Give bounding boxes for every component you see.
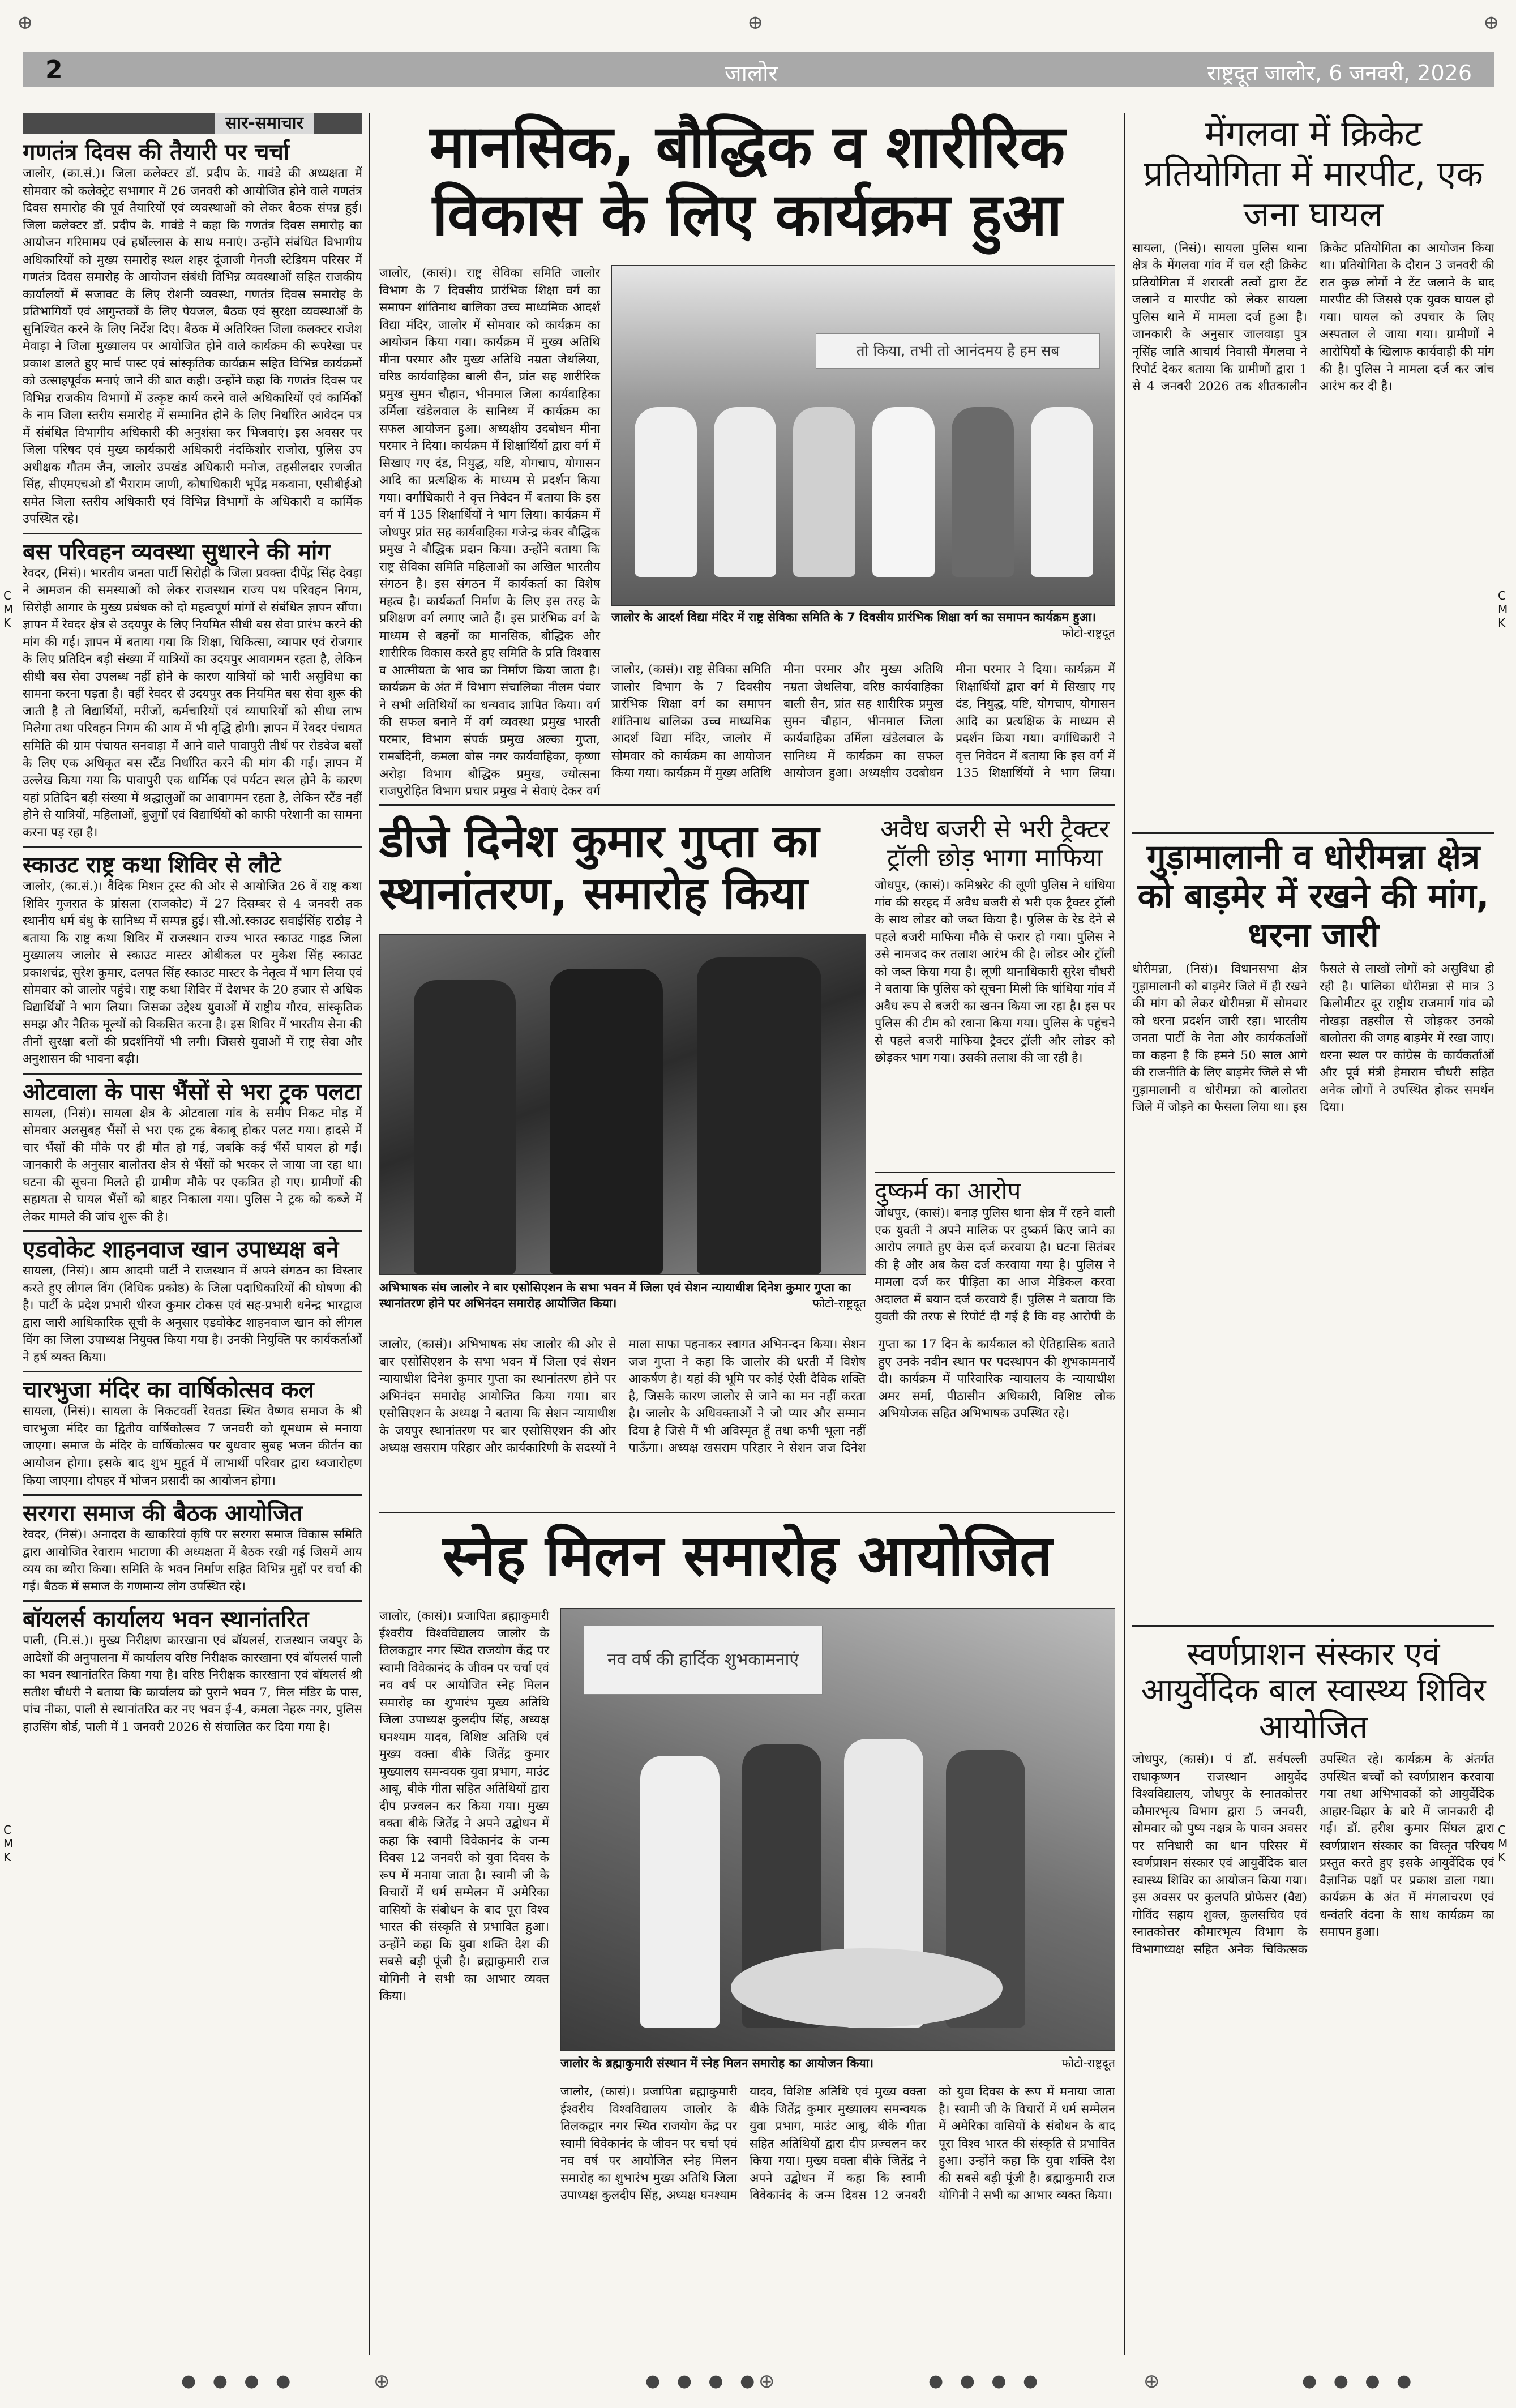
brief-heading: ओटवाला के पास भैंसों से भरा ट्रक पलटा: [23, 1079, 362, 1105]
brief-item: [23, 1377, 362, 1490]
brief-item: [23, 1079, 362, 1226]
divider: [23, 1230, 362, 1232]
registration-mark-top-left: ⊕: [17, 11, 33, 34]
brief-item: [23, 139, 362, 528]
judge-story-caption: अभिभाषक संघ जालोर ने बार एसोसिएशन के सभा भवन में जिला एवं सेशन न्यायाधीश दिनेश कुमार गुप्ता का स्थानांतरण होने पर अभिनंदन समारोह आयोजित किया।: [379, 1281, 851, 1311]
snehmilan-credit: फोटो-राष्ट्रदूत: [1061, 2056, 1115, 2070]
sar-samachar-column: [23, 113, 362, 2355]
snehmilan-continued: जालोर, (कासं)। प्रजापिता ब्रह्माकुमारी ईश्वरीय विश्वविद्यालय जालोर के तिलकद्वार नगर स्थित राजयोग केंद्र पर स्वामी विवेकानंद के जीवन पर चर्चा एवं नव वर्ष पर आयोजित स्नेह मिलन समारोह का शुभारंभ मुख्य अतिथि जिला उपाध्यक्ष कुलदीप सिंह, अध्यक्ष घनश्याम यादव, विशिष्ट अतिथि एवं मुख्य वक्ता बीके जितेंद्र कुमार मुख्यालय समन्वयक युवा प्रभाग, माउंट आबू, बीके गीता सहित अतिथियों द्वारा दीप प्रज्वलन कर किया गया। मुख्य वक्ता बीके जितेंद्र ने अपने उद्बोधन में कहा कि स्वामी विवेकानंद के जन्म दिवस 12 जनवरी को युवा दिवस के रूप में मनाया जाता है। स्वामी जी के विचारों में धर्म सम्मेलन में अमेरिका वासियों के संबोधन के बाद पूरा विश्व भारत की संस्कृति से प्रभावित हुआ। उन्होंने कहा कि युवा शक्ति देश की सबसे बड़ी पूंजी है। ब्रह्माकुमारी राज योगिनी ने सभी का आभार व्यक्त किया।: [560, 2085, 1115, 2203]
sar-samachar-label: सार-समाचार: [215, 113, 314, 134]
brief-heading: बस परिवहन व्यवस्था सुधारने की मांग: [23, 538, 330, 565]
snehmilan-story: [379, 1523, 1115, 2355]
column-rule: [369, 113, 370, 2355]
brief-item: [23, 1237, 362, 1366]
divider: [23, 1600, 362, 1602]
gravel-body: जोधपुर, (कासं)। कमिश्नरेट की लूणी पुलिस ने धांधिया गांव की सरहद में अवैध बजरी से भरी एक ट्रैक्टर ट्रॉली के साथ लोडर को जब्त किया है। पुलिस के रेड देने से पहले बजरी माफिया मौके से फरार हो गया। पुलिस ने उसे नामजद कर तलाश आरंभ की है। लोडर और ट्रॉली को जब्त किया गया है। लूणी थानाधिकारी सुरेश चौधरी ने बताया कि पुलिस को सूचना मिली कि धांधिया गांव में अवैध रूप से बजरी का खनन किया जा रहा है। इस पर पुलिस की टीम को रवाना किया गया। पुलिस के पहुंचने से पहले बजरी माफिया ट्रैक्टर ट्रॉली और लोडर को छोड़कर भाग गया। उसकी तलाश की जा रही है।: [875, 878, 1115, 1066]
brief-body: सायला, (निसं)। आम आदमी पार्टी ने राजस्थान में अपने संगठन का विस्तार करते हुए लीगल विंग (विधिक प्रकोष्ठ) के जिला पदाधिकारियों की घोषणा की है। पार्टी के प्रदेश प्रभारी धीरज कुमार टोकस एवं सह-प्रभारी धनेन्द्र भारद्वाज द्वारा जारी आधिकारिक सूची के अनुसार एडवोकेट शाहनवाज खान को लीगल विंग का जिला उपाध्यक्ष नियुक्त किया गया है। उनकी नियुक्ति पर कार्यकर्ताओं ने हर्ष व्यक्त किया।: [23, 1264, 362, 1365]
cricket-headline: मेंगलवा में क्रिकेट प्रतियोगिता में मारपीट, एक जना घायल: [1144, 113, 1483, 235]
brief-body: सायला, (निसं)। सायला के निकटवर्ती रेवतडा स्थित वैष्णव समाज के श्री चारभुजा मंदिर का द्वितीय वार्षिकोत्सव 7 जनवरी को धूमधाम से मनाया जाएगा। समाज के मंदिर के वार्षिकोत्सव पर बुधवार सुबह भजन कीर्तन का आयोजन होगा। इसके बाद शुभ मुहूर्त में लाभार्थी परिवार द्वारा ध्वजारोहण किया जाएगा। दोपहर में भोजन प्रसादी का आयोजन होगा।: [23, 1404, 362, 1488]
brief-item: [23, 539, 362, 841]
judge-story-headline: डीजे दिनेश कुमार गुप्ता का स्थानांतरण, समारोह किया: [379, 815, 820, 919]
main-story-intro: जालोर, (कासं)। राष्ट्र सेविका समिति जालोर विभाग के 7 दिवसीय प्रारंभिक शिक्षा वर्ग का समापन शांतिनाथ बालिका उच्च माध्यमिक आदर्श विद्या मंदिर, जालोर में सोमवार को कार्यक्रम का आयोजन किया गया। कार्यक्रम में मुख्य अतिथि मीना परमार और मुख्य अतिथि नम्रता जेथलिया, वरिष्ठ कार्यवाहिका बाली सैन, प्रांत सह शारीरिक प्रमुख सुमन चौहान, भीनमाल जिला कार्यवाहिका उर्मिला खंडेलवाल के सानिध्य में कार्यक्रम का सफल आयोजन हुआ। अध्यक्षीय उदबोधन मीना परमार ने दिया। कार्यक्रम में शिक्षार्थियों द्वारा वर्ग में सिखाए गए दंड, नियुद्ध, यष्टि, योगचाप, योगासन आदि का प्रत्यक्षिक के माध्यम से प्रदर्शन किया गया। वर्गाधिकारी ने वृत्त निवेदन में बताया कि इस वर्ग में 135 शिक्षार्थियों ने भाग लिया। कार्यक्रम में जोधपुर प्रांत सह कार्यवाहिका गजेन्द्र कंवर बौद्धिक प्रमुख ने बौद्धिक प्रदान किया। उन्होंने बताया कि राष्ट्र सेविका समिति महिलाओं का अखिल भारतीय संगठन है। इस संगठन में कार्यकर्ता का विशेष महत्व है। कार्यकर्ता निर्माण के लिए इस तरह के प्रशिक्षण वर्ग लगाए जाते हैं। इस प्रारंभिक वर्ग के माध्यम से बहनों का मानसिक, बौद्धिक और शारीरिक विकास करते हुए समिति के प्रति विश्वास व आत्मीयता के भाव का निर्माण किया जाता है। कार्यक्रम के अंत में विभाग संचालिका नीलम पंवार ने सभी अतिथियों का धन्यवाद ज्ञापित किया। वर्ग की सफल बनाने में वर्ग व्यवस्था प्रमुख भारती परमार, विभाग संपर्क प्रमुख अल्का गुप्ता, रामबंदिनी, कमला बोस नगर कार्यवाहिका, कृष्णा अरोड़ा विभाग बौद्धिक प्रमुख, ज्योत्सना राजपुरोहित विभाग प्रचार प्रमुख ने सेवाएं देकर वर्ग: [379, 266, 600, 798]
crime-body: जोधपुर, (कासं)। बनाड़ पुलिस थाना क्षेत्र में रहने वाली एक युवती ने अपने मालिक पर दुष्कर्म किए जाने का आरोप लगाते हुए केस दर्ज करवाया है। घटना सितंबर की है और अब केस दर्ज करवाया गया है। पुलिस ने मामला दर्ज कर पीड़िता का आज मेडिकल करवा अदालत में बयान दर्ज करवाये हैं। पुलिस ने बताया कि युवती की तरफ से रिपोर्ट दी गई है कि वह आरोपी के: [875, 1206, 1115, 1324]
gravel-headline: अवैध बजरी से भरी ट्रैक्टर ट्रॉली छोड़ भागा माफिया: [880, 815, 1110, 872]
color-mark-right-upper: C M K: [1498, 589, 1508, 630]
brief-body: रेवदर, (निसं)। भारतीय जनता पार्टी सिरोही के जिला प्रवक्ता दीपेंद्र सिंह देवड़ा ने आमजन की समस्याओं को लेकर राजस्थान राज्य पथ परिवहन निगम, सिरोही आगार के मुख्य प्रबंधक को दो महत्वपूर्ण मांगों से संबंधित ज्ञापन सौंपा। ज्ञापन में रेवदर क्षेत्र से उदयपुर के लिए नियमित सीधी बस सेवा प्रारंभ करने की मांग की गई। ज्ञापन में बताया गया कि शिक्षा, चिकित्सा, व्यापार एवं रोजगार के लिए प्रतिदिन बड़ी संख्या में यात्रियों का उदयपुर आवागमन रहता है, लेकिन सीधी बस सेवा उपलब्ध नहीं होने के कारण यात्रियों को भारी असुविधा का सामना करना पड़ता है। वहीं रेवदर से उदयपुर तक नियमित बस सेवा शुरू की जाती है तो विद्यार्थियों, मरीजों, कर्मचारियों एवं व्यापारियों को सीधा लाभ मिलेगा तथा परिवहन निगम की आय में भी वृद्धि होगी। ज्ञापन में रेवदर पंचायत समिति की ग्राम पंचायत सनवाड़ा में आने वाले पावापुरी तीर्थ पर रोडवेज बसों के लिए एक अधिकृत बस स्टैंड निर्धारित करने की मांग की गई। ज्ञापन में उल्लेख किया गया कि पावापुरी एक धार्मिक एवं पर्यटन स्थल होने के कारण यहां प्रतिदिन बड़ी संख्या में श्रद्धालुओं का आवागमन रहता है, लेकिन स्टैंड नहीं होने से यात्रियों, महिलाओं, बुजुर्गों एवं विद्यार्थियों को काफी परेशानी का सामना करना पड़ रहा है।: [23, 566, 362, 840]
brief-heading: बॉयलर्स कार्यालय भवन स्थानांतरित: [23, 1606, 309, 1633]
brief-item: [23, 1500, 362, 1596]
divider: [23, 1073, 362, 1075]
crime-headline: दुष्कर्म का आरोप: [875, 1178, 1021, 1205]
divider: [23, 846, 362, 848]
gudamalani-story: [1132, 838, 1494, 1619]
page-number: 2: [45, 55, 63, 84]
judge-story-credit: फोटो-राष्ट्रदूत: [812, 1297, 866, 1311]
swarnaprashan-story: [1132, 1636, 1494, 2355]
column-rule: [1124, 113, 1125, 2355]
main-story-continued: जालोर, (कासं)। राष्ट्र सेविका समिति जालोर विभाग के 7 दिवसीय प्रारंभिक शिक्षा वर्ग का समापन शांतिनाथ बालिका उच्च माध्यमिक आदर्श विद्या मंदिर, जालोर में सोमवार को कार्यक्रम का आयोजन किया गया। कार्यक्रम में मुख्य अतिथि मीना परमार और मुख्य अतिथि नम्रता जेथलिया, वरिष्ठ कार्यवाहिका बाली सैन, प्रांत सह शारीरिक प्रमुख सुमन चौहान, भीनमाल जिला कार्यवाहिका उर्मिला खंडेलवाल के सानिध्य में कार्यक्रम का सफल आयोजन हुआ। अध्यक्षीय उदबोधन मीना परमार ने दिया। कार्यक्रम में शिक्षार्थियों द्वारा वर्ग में सिखाए गए दंड, नियुद्ध, यष्टि, योगचाप, योगासन आदि का प्रत्यक्षिक के माध्यम से प्रदर्शन किया गया। वर्गाधिकारी ने वृत्त निवेदन में बताया कि इस वर्ग में 135 शिक्षार्थियों ने भाग लिया।: [611, 662, 1115, 781]
brief-heading: सरगरा समाज की बैठक आयोजित: [23, 1500, 303, 1527]
swarnaprashan-headline: स्वर्णप्राशन संस्कार एवं आयुर्वेदिक बाल स्वास्थ्य शिविर आयोजित: [1141, 1636, 1486, 1746]
divider: [23, 1371, 362, 1372]
brief-heading: स्काउट राष्ट्र कथा शिविर से लौटे: [23, 852, 281, 879]
cricket-story: [1132, 113, 1494, 827]
divider: [1132, 832, 1494, 834]
brief-body: रेवदर, (निसं)। अनादरा के खाकरियां कृषि पर सरगरा समाज विकास समिति द्वारा आयोजित रेवाराम भाटाणा की अध्यक्षता में बैठक रखी गई जिसमें आय व्यय का ब्यौरा किया। समिति के भवन निर्माण सहित विभिन्न मुद्दों पर चर्चा की गई। बैठक में समाज के गणमान्य लोग उपस्थित रहे।: [23, 1528, 362, 1594]
divider: [1132, 1625, 1494, 1627]
photo-stage-banner: तो किया, तभी तो आनंदमय है हम सब: [816, 333, 1100, 369]
swarnaprashan-body: जोधपुर, (कासं)। पं डॉ. सर्वपल्ली राधाकृष्णन राजस्थान आयुर्वेद विश्वविद्यालय, जोधपुर के स्नातकोत्तर कौमारभृत्य विभाग द्वारा 5 जनवरी, सोमवार को पुष्य नक्षत्र के पावन अवसर पर सनिधारी का धान परिसर में स्वर्णप्राशन संस्कार एवं आयुर्वेदिक बाल स्वास्थ्य शिविर का आयोजन किया गया। इस अवसर पर कुलपति प्रोफेसर (वैद्य) गोविंद सहाय शुक्ल, कुलसचिव एवं स्नातकोत्तर कौमारभृत्य विभाग के विभागाध्यक्ष सहित अनेक चिकित्सक उपस्थित रहे। कार्यक्रम के अंतर्गत उपस्थित बच्चों को स्वर्णप्राशन करवाया गया तथा अभिभावकों को आयुर्वेदिक आहार-विहार के बारे में जानकारी दी गई। डॉ. हरीश कुमार सिंघल द्वारा स्वर्णप्राशन संस्कार का विस्तृत परिचय प्रस्तुत करते हुए इसके आयुर्वेदिक एवं वैज्ञानिक पक्षों पर प्रकाश डाला गया। कार्यक्रम के अंत में मंगलाचरण एवं धन्वंतरि वंदना के साथ कार्यक्रम का समापन हुआ।: [1132, 1752, 1494, 1957]
main-story-photo: [611, 265, 1115, 606]
registration-mark-top-right: ⊕: [1483, 11, 1500, 34]
main-story-caption: जालोर के आदर्श विद्या मंदिर में राष्ट्र सेविका समिति के 7 दिवसीय प्रारंभिक शिक्षा वर्ग का समापन कार्यक्रम हुआ।: [611, 610, 1096, 624]
header-city: जालोर: [725, 61, 778, 87]
divider: [379, 1512, 1115, 1513]
brief-body: पाली, (नि.सं.)। मुख्य निरीक्षण कारखाना एवं बॉयलर्स, राजस्थान जयपुर के आदेशों की अनुपालना में कार्यालय वरिष्ठ निरीक्षक कारखाना एवं बॉयलर्स पाली का भवन स्थानांतरित किया गया है। वरिष्ठ निरीक्षक कारखाना एवं बॉयलर्स श्री सतीश चौधरी ने बताया कि कार्यालय को पुराने भवन 7, मिल मंडिर के पास, पांच नीका, पाली से स्थानांतरित कर नए भवन ई-4, कमला नेहरू नगर, पुलिस हाउसिंग बोर्ड, पाली में 1 जनवरी 2026 से संचालित कर दिया गया है।: [23, 1633, 362, 1734]
main-story-credit: फोटो-राष्ट्रदूत: [1061, 626, 1115, 640]
crime-story: [875, 1178, 1115, 1331]
registration-mark-top-center: ⊕: [747, 11, 764, 34]
divider: [379, 804, 1115, 806]
main-story-headline: मानसिक, बौद्धिक व शारीरिक विकास के लिए कार्यक्रम हुआ: [429, 113, 1065, 249]
divider: [23, 533, 362, 534]
print-marks-footer: ● ● ● ● ⊕ ● ● ● ● ⊕ ● ● ● ● ⊕ ● ● ● ●: [181, 2370, 1417, 2393]
photo-banner: नव वर्ष की हार्दिक शुभकामनाएं: [584, 1626, 823, 1695]
judge-story-body: जालोर, (कासं)। अभिभाषक संघ जालोर की ओर से बार एसोसिएशन के सभा भवन में जिला एवं सेशन न्यायाधीश दिनेश कुमार गुप्ता का स्थानांतरण होने पर अभिनंदन समारोह आयोजित किया गया। बार एसोसिएशन के अध्यक्ष ने बताया कि सेशन न्यायाधीश के जयपुर स्थानांतरण पर बार एसोसिएशन की ओर अध्यक्ष खसराम परिहार और कार्यकारिणी के सदस्यों ने माला साफा पहनाकर स्वागत अभिनन्दन किया। सेशन जज गुप्ता ने कहा कि जालोर की धरती में विशेष आकर्षण है। यहां की भूमि पर कोई ऐसी दैविक शक्ति है, जिसके कारण जालोर से जाने का मन नहीं करता है। जालोर के अधिवक्ताओं ने जो प्यार और सम्मान दिया है जिसे मैं भी अविस्मृत हूँ तथा कभी भूला नहीं पाऊँगा। अध्यक्ष खसराम परिहार ने सेशन जज दिनेश गुप्ता का 17 दिन के कार्यकाल को ऐतिहासिक बताते हुए उनके नवीन स्थान पर पदस्थापन की शुभकामनायें दी। कार्यक्रम में पारिवारिक न्यायालय के न्यायाधीश अमर सर्मा, पीठासीन अधिकारी, विशिष्ट लोक अभियोजक सहित अभिभाषक उपस्थित रहे।: [379, 1337, 1115, 1456]
divider: [875, 1172, 1115, 1173]
color-mark-left-lower: C M K: [3, 1823, 14, 1864]
brief-item: [23, 1606, 362, 1736]
gudamalani-body: धोरीमन्ना, (निसं)। विधानसभा क्षेत्र गुड़ामालानी को बाड़मेर जिले में ही रखने की मांग को लेकर धोरीमन्ना में सोमवार को धरना प्रदर्शन जारी रहा। भारतीय जनता पार्टी के नेता और कार्यकर्ताओं का कहना है कि हमने 50 साल आगे की राजनीति के लिए बाड़मेर जिले से भी गुड़ामालानी व धोरीमन्ना को बालोतरा जिले में जोड़ने का फैसला लिया था। इस फैसले से लाखों लोगों को असुविधा हो रही है। पालिका धोरीमन्ना से मात्र 3 किलोमीटर दूर राष्ट्रीय राजमार्ग गांव को नोखड़ा तहसील से जोड़कर उनको बालोतरा की जगह बाड़मेर में रखा जाए। धरना स्थल पर कांग्रेस के कार्यकर्ताओं और पूर्व मंत्री हेमाराम चौधरी सहित अनेक लोगों ने उपस्थित होकर समर्थन दिया।: [1132, 962, 1494, 1115]
color-mark-left-upper: C M K: [3, 589, 14, 630]
header-date: राष्ट्रदूत जालोर, 6 जनवरी, 2026: [1207, 61, 1472, 85]
judge-story-photo: [379, 934, 866, 1275]
divider: [23, 1494, 362, 1496]
brief-body: जालोर, (का.सं.)। जिला कलेक्टर डॉ. प्रदीप के. गावंडे की अध्यक्षता में सोमवार को कलेक्ट्रेट सभागार में 26 जनवरी को आयोजित होने वाले गणतंत्र दिवस समारोह की पूर्व तैयारियों एवं व्यवस्थाओं को लेकर बैठक संपन्न हुई। जिला कलेक्टर डॉ. प्रदीप के. गावंडे ने कहा कि गणतंत्र दिवस समारोह का आयोजन गरिमामय एवं हर्षोल्लास के साथ मनाएं। उन्होंने संबंधित विभागीय अधिकारियों को मुख्य समारोह स्थल शहर दूंजाजी गेनजी स्टेडियम परिसर में गणतंत्र दिवस समारोह के आयोजन संबंधी विभिन्न व्यवस्थाओं सहित राजकीय कार्यालयों में सजावट के लिए रोशनी व्यवस्था, गणतंत्र दिवस समारोह के प्रतिभागियों एवं आगुन्तकों के लिए पेयजल, बैठक एवं सुरक्षा व्यवस्थाओं के सुनिश्चित करने के लिए निर्देश दिए। बैठक में अतिरिक्त जिला कलक्टर राजेश मेवाड़ा ने जिला मुख्यालय पर आयोजित होने वाले कार्यक्रम की रूपरेखा पर प्रकाश डालते हुए मार्च पास्ट एवं सांस्कृतिक कार्यक्रम सहित विभिन्न कार्यक्रमों को उत्साहपूर्वक मनाएं जाने की बात कही। उन्होंने कहा कि गणतंत्र दिवस पर विभिन्न राजकीय विभागों में उत्कृष्ट कार्य करने वाले अधिकारियों एवं कार्मिकों के नाम जिला स्तरीय समारोह में सम्मानित होने के लिए निर्धारित आवेदन पत्र में संबंधित विभागीय अधिकारी की अनुशंसा कर भिजवाएं। इस अवसर पर जिला परिषद एवं मुख्य कार्यकारी अधिकारी नंदकिशोर राजोरा, पुलिस उप अधीक्षक गौतम जैन, जालोर उपखंड अधिकारी मनोज, तहसीलदार रणजीत सिंह, सीएमएचओ डॉ भैराराम जाणी, कोषाधिकारी भूपेंद्र मकवाना, एसीबीईओ समेत जिला स्तरीय अधिकारी एवं विभिन्न विभागों के अधिकारी व कार्मिक उपस्थित रहे।: [23, 166, 362, 527]
judge-story: [379, 815, 866, 1393]
sar-samachar-bar: [23, 113, 362, 134]
brief-heading: गणतंत्र दिवस की तैयारी पर चर्चा: [23, 139, 290, 165]
main-story: [379, 113, 1115, 798]
page-header: [23, 52, 1494, 87]
snehmilan-caption: जालोर के ब्रह्माकुमारी संस्थान में स्नेह मिलन समारोह का आयोजन किया।: [560, 2056, 874, 2070]
brief-body: जालोर, (का.सं.)। वैदिक मिशन ट्रस्ट की ओर से आयोजित 26 वें राष्ट्र कथा शिविर गुजरात के प्रांसला (राजकोट) में 27 दिसम्बर से 4 जनवरी तक स्थानीय धर्म बंधु के सानिध्य में सम्पन्न हुई। सी.ओ.स्काउट सवाईसिंह राठौड़ ने बताया कि राष्ट्र कथा शिविर में राजस्थान राज्य भारत स्काउट गाइड जिला मुख्यालय जालोर से स्काउट मास्टर ओबीकल पर मुकेश सिंह स्काउट प्रकाशचंद्र, सुरेश कुमार, दलपत सिंह स्काउट मास्टर के नेतृत्व में भाग लिया एवं सोमवार को जालोर पहुंचे। राष्ट्र कथा शिविर में देशभर के 20 हजार से अधिक विद्यार्थियों ने भाग लिया। जिसका उद्देश्य युवाओं में राष्ट्रीय गौरव, सांस्कृतिक समझ और नैतिक मूल्यों को विकसित करना है। इस शिविर में भारतीय सेना की तीनों सुरक्षा बलों की प्रदर्शनियों भी लगी। जिससे युवाओं में राष्ट्र सेवा और अनुशासन की भावना बढ़ी।: [23, 879, 362, 1067]
gravel-story: [875, 815, 1115, 1166]
brief-item: [23, 852, 362, 1068]
color-mark-right-lower: C M K: [1498, 1823, 1508, 1864]
brief-heading: चारभुजा मंदिर का वार्षिकोत्सव कल: [23, 1377, 314, 1404]
cricket-body: सायला, (निसं)। सायला पुलिस थाना क्षेत्र के मेंगलवा गांव में चल रही क्रिकेट प्रतियोगिता में शरारती तत्वों द्वारा टेंट जलाने व मारपीट को लेकर सायला पुलिस थाने में मामला दर्ज हुआ है। जानकारी के अनुसार जालवाड़ा पुत्र नृसिंह जाति आचार्य निवासी मेंगलवा ने रिपोर्ट देकर बताया कि ग्रामीणों द्वारा 1 से 4 जनवरी 2026 तक शीतकालीन क्रिकेट प्रतियोगिता का आयोजन किया था। प्रतियोगिता के दौरान 3 जनवरी की रात कुछ लोगों ने टेंट जलाने के बाद मारपीट की जिससे एक युवक घायल हो गया। घायल को उपचार के लिए अस्पताल ले जाया गया। ग्रामीणों ने आरोपियों के खिलाफ कार्यवाही की मांग की है। पुलिस ने मामला दर्ज कर जांच आरंभ कर दी है।: [1132, 241, 1494, 394]
snehmilan-headline: स्नेह मिलन समारोह आयोजित: [442, 1523, 1052, 1589]
snehmilan-photo: [560, 1608, 1115, 2051]
snehmilan-intro: जालोर, (कासं)। प्रजापिता ब्रह्माकुमारी ईश्वरीय विश्वविद्यालय जालोर के तिलकद्वार नगर स्थित राजयोग केंद्र पर स्वामी विवेकानंद के जीवन पर चर्चा एवं नव वर्ष पर आयोजित स्नेह मिलन समारोह का शुभारंभ मुख्य अतिथि जिला उपाध्यक्ष कुलदीप सिंह, अध्यक्ष घनश्याम यादव, विशिष्ट अतिथि एवं मुख्य वक्ता बीके जितेंद्र कुमार मुख्यालय समन्वयक युवा प्रभाग, माउंट आबू, बीके गीता सहित अतिथियों द्वारा दीप प्रज्वलन कर किया गया। मुख्य वक्ता बीके जितेंद्र ने अपने उद्बोधन में कहा कि स्वामी विवेकानंद के जन्म दिवस 12 जनवरी को युवा दिवस के रूप में मनाया जाता है। स्वामी जी के विचारों में धर्म सम्मेलन में अमेरिका वासियों के संबोधन के बाद पूरा विश्व भारत की संस्कृति से प्रभावित हुआ। उन्होंने कहा कि युवा शक्ति देश की सबसे बड़ी पूंजी है। ब्रह्माकुमारी राज योगिनी ने सभी का आभार व्यक्त किया।: [379, 1609, 549, 2004]
brief-heading: एडवोकेट शाहनवाज खान उपाध्यक्ष बने: [23, 1237, 339, 1263]
gudamalani-headline: गुड़ामालानी व धोरीमन्ना क्षेत्र को बाड़मेर में रखने की मांग, धरना जारी: [1137, 838, 1489, 955]
brief-body: सायला, (निसं)। सायला क्षेत्र के ओटवाला गांव के समीप निकट मोड़ में सोमवार अलसुबह भैंसों से भरा एक ट्रक बेकाबू होकर पलट गया। हादसे में चार भैंसों की मौके पर ही मौत हो गई, जबकि कई भैंसें घायल हो गईं। जानकारी के अनुसार बालोतरा क्षेत्र से भैंसों को भरकर ले जाया जा रहा था। घटना की सूचना मिलते ही ग्रामीण मौके पर एकत्रित हो गए। ग्रामीणों की सहायता से घायल भैंसों को बाहर निकाला गया। पुलिस ने ट्रक को कब्जे में लेकर मामले की जांच शुरू की है।: [23, 1106, 362, 1224]
